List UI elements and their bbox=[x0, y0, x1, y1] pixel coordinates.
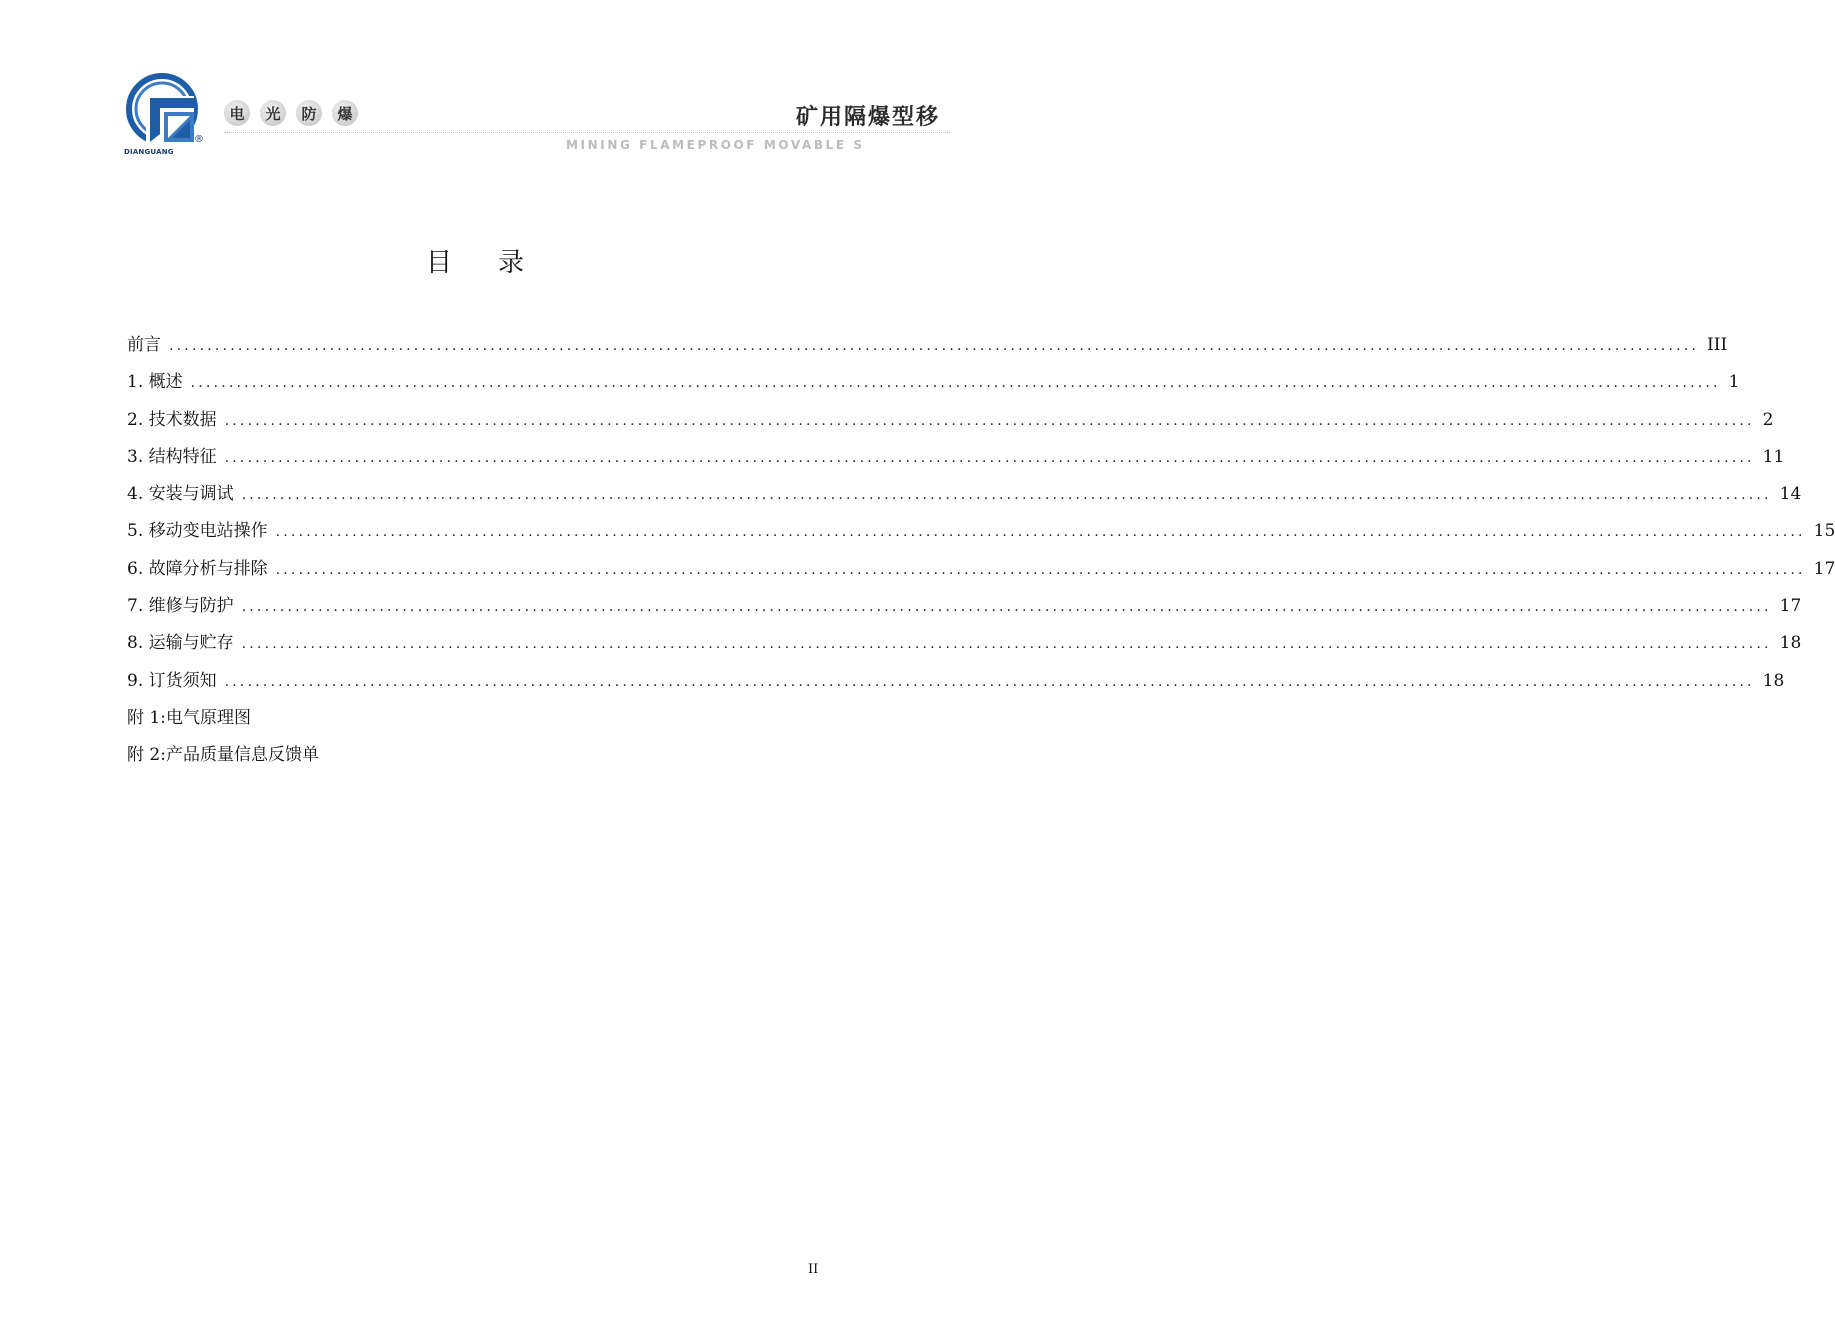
toc-entry-page: 11 bbox=[1762, 446, 1785, 467]
toc-dot-leader: ........................................................................................................................................................................................................ bbox=[224, 449, 1755, 466]
toc-entry-label: 8. 运输与贮存 bbox=[127, 633, 234, 654]
toc-title: 目录 bbox=[425, 248, 570, 278]
toc-entry[interactable] bbox=[127, 442, 1785, 479]
logo-text: DIANGUANG bbox=[124, 148, 174, 156]
toc-entry-label: 附 1:电气原理图 bbox=[127, 707, 251, 728]
toc-entry[interactable] bbox=[127, 666, 1785, 703]
product-subtitle: MINING FLAMEPROOF MOVABLE S bbox=[566, 138, 865, 152]
toc-entry-label: 4. 安装与调试 bbox=[127, 484, 234, 505]
toc-dot-leader: ........................................................................................................................................................................................................ bbox=[169, 338, 1700, 354]
toc-entry-label: 前言 bbox=[127, 335, 161, 355]
brand-char: 爆 bbox=[332, 100, 358, 126]
page-number: II bbox=[808, 1262, 819, 1277]
brand-char: 光 bbox=[260, 100, 286, 126]
toc-dot-leader: ........................................................................................................................................................................................................ bbox=[275, 561, 1806, 578]
toc-entry[interactable] bbox=[127, 703, 823, 740]
toc-entry[interactable] bbox=[127, 628, 1802, 665]
toc-dot-leader: ........................................................................................................................................................................................................ bbox=[190, 375, 1721, 392]
toc-entry-page: 18 bbox=[1762, 670, 1785, 691]
toc-entry-label: 6. 故障分析与排除 bbox=[127, 558, 268, 579]
toc-entry-page: 1 bbox=[1728, 372, 1740, 393]
header-divider bbox=[224, 132, 950, 133]
toc-entry-label: 1. 概述 bbox=[127, 372, 183, 393]
registered-mark: ® bbox=[194, 134, 204, 145]
toc-dot-leader: ........................................................................................................................................................................................................ bbox=[275, 524, 1806, 541]
page-header bbox=[0, 0, 950, 170]
toc-entry-page: 17 bbox=[1779, 596, 1802, 617]
toc-dot-leader: ........................................................................................................................................................................................................ bbox=[241, 599, 1772, 616]
brand-char: 防 bbox=[296, 100, 322, 126]
product-title: 矿用隔爆型移 bbox=[796, 105, 941, 130]
toc-entry-page: III bbox=[1707, 335, 1728, 355]
toc-dot-leader: ........................................................................................................................................................................................................ bbox=[241, 487, 1772, 504]
toc-entry-page: 2 bbox=[1762, 409, 1774, 430]
toc-dot-leader: ........................................................................................................................................................................................................ bbox=[224, 673, 1755, 690]
brand-name bbox=[224, 100, 358, 126]
toc-entry[interactable] bbox=[127, 554, 1835, 591]
toc-entry[interactable] bbox=[127, 367, 1740, 404]
toc-entry-page: 14 bbox=[1779, 484, 1802, 505]
toc-entry[interactable] bbox=[127, 740, 823, 777]
table-of-contents bbox=[127, 330, 1835, 778]
toc-dot-leader: ........................................................................................................................................................................................................ bbox=[241, 636, 1772, 653]
toc-entry-page: 18 bbox=[1779, 633, 1802, 654]
toc-entry[interactable] bbox=[127, 479, 1802, 516]
company-logo bbox=[124, 74, 208, 160]
toc-entry[interactable] bbox=[127, 330, 1728, 367]
toc-entry-label: 附 2:产品质量信息反馈单 bbox=[127, 745, 319, 766]
toc-entry-label: 2. 技术数据 bbox=[127, 409, 217, 430]
toc-entry[interactable] bbox=[127, 405, 1774, 442]
toc-entry[interactable] bbox=[127, 516, 1835, 553]
toc-entry-page: 15 bbox=[1813, 521, 1835, 542]
brand-char: 电 bbox=[224, 100, 250, 126]
toc-entry-label: 3. 结构特征 bbox=[127, 446, 217, 467]
toc-entry-label: 7. 维修与防护 bbox=[127, 596, 234, 617]
toc-entry-label: 5. 移动变电站操作 bbox=[127, 521, 268, 542]
toc-entry-page: 17 bbox=[1813, 558, 1835, 579]
toc-dot-leader: ........................................................................................................................................................................................................ bbox=[224, 412, 1755, 429]
toc-entry-label: 9. 订货须知 bbox=[127, 670, 217, 691]
toc-entry[interactable] bbox=[127, 591, 1802, 628]
